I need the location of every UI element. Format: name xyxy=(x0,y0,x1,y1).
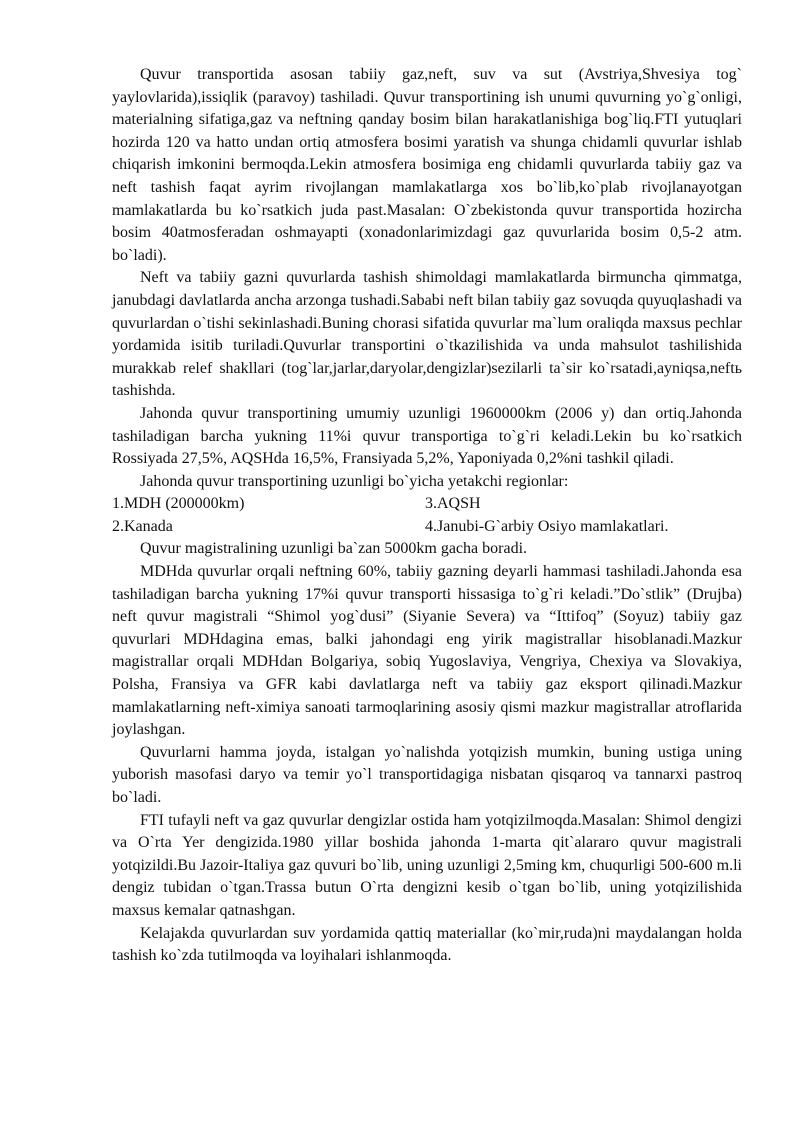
region-item-3: 3.AQSH xyxy=(425,495,481,513)
paragraph-leading-regions-intro: Jahonda quvur transportining uzunligi bo`yicha yetakchi regionlar: xyxy=(140,472,569,490)
document-page xyxy=(112,64,742,968)
paragraph-world-length: Jahonda quvur transportining umumiy uzunligi 1960000km (2006 y) dan ortiq.Jahonda tashiladigan barcha yukning 11%i quvur transportiga to`g`ri keladi.Lekin bu ko`rsatkich Rossiyada 27,5%, AQSHda 16,5%, Fransiyada 5,2%, Yaponiyada 0,2%ni tashkil qiladi. xyxy=(112,404,742,468)
paragraph-pipeline-cargo: Quvur transportida asosan tabiiy gaz,neft, suv va sut (Avstriya,Shvesiya tog` yaylovlarida),issiqlik (paravoy) tashiladi. Quvur transportining ish unumi quvurning yo`g`onligi, materialning sifatiga,gaz va neftning qanday bosim bilan harakatlanishiga bog`liq.FTI yutuqlari hozirda 120 va hatto undan ortiq atmosfera bosimi yaratish va shunga chidamli quvurlar ishlab chiqarish imkonini bermoqda.Lekin atmosfera bosimiga eng chidamli quvurlarda tabiiy gaz va neft tashish faqat ayrim rivojlangan mamlakatlarga xos bo`lib,ko`plab rivojlanayotgan mamlakatlarda bu ko`rsatkich juda past.Masalan: O`zbekistonda quvur transportida hozircha bosim 40atmosferadan oshmayapti (xonadonlarimizdagi gaz quvurlarida bosim 0,5-2 atm. bo`ladi). xyxy=(112,66,742,264)
regions-list-row-1 xyxy=(112,493,742,516)
regions-list-row-2 xyxy=(112,516,742,539)
paragraph-future-plans: Kelajakda quvurlardan suv yordamida qattiq materiallar (ko`mir,ruda)ni maydalangan holda tashish ko`zda tutilmoqda va loyihalari ishlanmoqda. xyxy=(112,924,742,965)
paragraph-undersea-pipelines: FTI tufayli neft va gaz quvurlar dengizlar ostida ham yotqizilmoqda.Masalan: Shimol dengizi va O`rta Yer dengizida.1980 yillar boshida jahonda 1-marta qit`alararo quvur magistrali yotqizildi.Bu Jazoir-Italiya gaz quvuri bo`lib, uning uzunligi 2,5ming km, chuqurligi 500-600 m.li dengiz tubidan o`tgan.Trassa butun O`rta dengizni kesib o`tgan bo`lib, uning yotqizilishida maxsus kemalar qatnashgan. xyxy=(112,811,742,919)
paragraph-climate-effect: Neft va tabiiy gazni quvurlarda tashish shimoldagi mamlakatlarda birmuncha qimmatga, janubdagi davlatlarda ancha arzonga tushadi.Sababi neft bilan tabiiy gaz sovuqda quyuqlashadi va quvurlardan o`tishi sekinlashadi.Buning chorasi sifatida quvurlar ma`lum oraliqda maxsus pechlar yordamida isitib turiladi.Quvurlar transportini o`tkazilishida va unda mahsulot tashilishida murakkab relef shakllari (tog`lar,jarlar,daryolar,dengizlar)sezilarli ta`sir ko`rsatadi,ayniqsa,neftь tashishda. xyxy=(112,269,742,400)
region-item-1: 1.MDH (200000km) xyxy=(112,495,245,513)
paragraph-pipeline-advantages: Quvurlarni hamma joyda, istalgan yo`nalishda yotqizish mumkin, buning ustiga uning yuborish masofasi daryo va temir yo`l transportidagiga nisbatan qisqaroq va tannarxi pastroq bo`ladi. xyxy=(112,743,742,806)
paragraph-magistral-length: Quvur magistralining uzunligi ba`zan 5000km gacha boradi. xyxy=(140,540,528,558)
region-item-4: 4.Janubi-G`arbiy Osiyo mamlakatlari. xyxy=(425,517,669,535)
paragraph-mdh-pipelines: MDHda quvurlar orqali neftning 60%, tabiiy gazning deyarli hammasi tashiladi.Jahonda esa tashiladigan barcha yukning 17%i quvur transporti hissasiga to`g`ri keladi.”Do`stlik” (Drujba) neft quvur magistrali “Shimol yog`dusi” (Siyanie Severa) va “Ittifoq” (Soyuz) tabiiy gaz quvurlari MDHdagina emas, balki jahondagi eng yirik magistrallar hisoblanadi.Mazkur magistrallar orqali MDHdan Bolgariya, sobiq Yugoslaviya, Vengriya, Chexiya va Slovakiya, Polsha, Fransiya va GFR kabi davlatlarga neft va tabiiy gaz eksport qilinadi.Mazkur mamlakatlarning neft-ximiya sanoati tarmoqlarining asosiy qismi mazkur magistrallar atroflarida joylashgan. xyxy=(112,563,742,739)
region-item-2: 2.Kanada xyxy=(112,517,173,535)
